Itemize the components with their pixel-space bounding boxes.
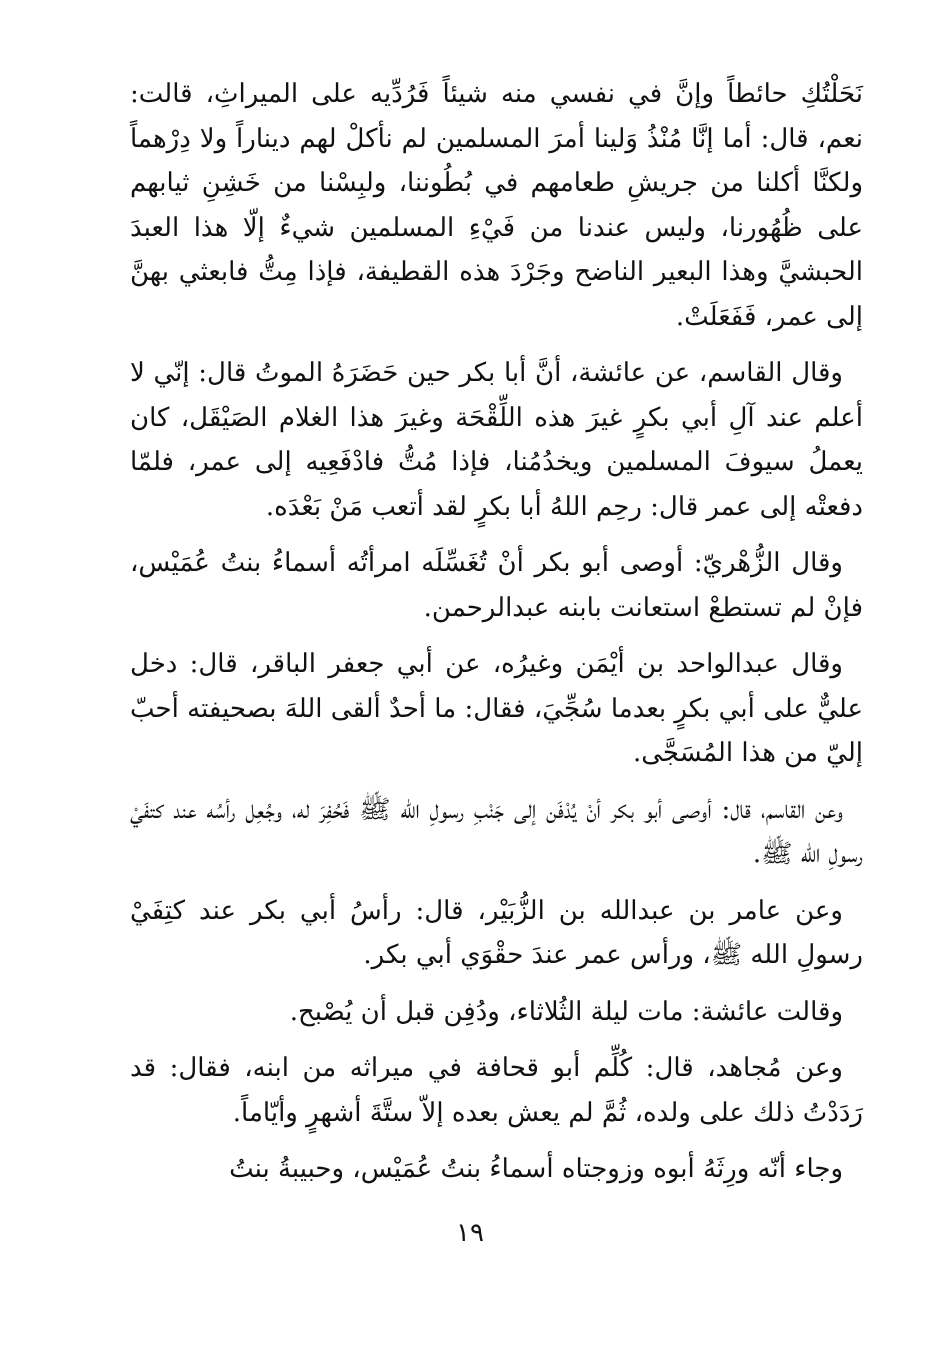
paragraph-3: وقال الزُّهْريّ: أوصى أبو بكر أنْ تُغَسِّلَه امرأتُه أسماءُ بنتُ عُمَيْس، فإنْ لم تستطعْ استعانت بابنه عبدالرحمن. — [130, 548, 863, 623]
paragraph-7: وقالت عائشة: مات ليلة الثُلاثاء، ودُفِن قبل أن يُصْبح. — [289, 996, 843, 1027]
paragraph-5: وعن القاسم، قال: أوصى أبو بكر أنْ يُدْفَن إلى جَنْبِ رسولِ الله ﷺ فَحُفِرَ له، وجُعِل رأسُه عند كتفَيْ رسولِ الله ﷺ. — [130, 794, 863, 869]
paragraph-4: وقال عبدالواحد بن أيْمَن وغيرُه، عن أبي جعفر الباقر، قال: دخل عليٌّ على أبي بكرٍ بعدما سُجِّيَ، فقال: ما أحدٌ ألقى اللهَ بصحيفته أحبّ إليّ من هذا المُسَجَّى. — [130, 649, 863, 768]
page-body — [130, 72, 863, 1204]
page-number: ١٩ — [456, 1218, 484, 1248]
paragraph-2: وقال القاسم، عن عائشة، أنَّ أبا بكر حين حَضَرَهُ الموتُ قال: إنّي لا أعلم عند آلِ أبي بكرٍ غيرَ هذه اللِّقْحَة وغيرَ هذا الغلام الصَيْقَل، كان يعملُ سيوفَ المسلمين ويخدُمُنا، فإذا مُتُّ فادْفَعِيه إلى عمر، فلمّا دفعتْه إلى عمر قال: رحِم اللهُ أبا بكرٍ لقد أتعب مَنْ بَعْدَه. — [130, 358, 863, 522]
paragraph-6: وعن عامر بن عبدالله بن الزُّبَيْر، قال: رأسُ أبي بكر عند كتِفَيْ رسولِ الله ﷺ، ورأس عمر عندَ حقْوَي أبي بكر. — [130, 895, 863, 970]
paragraph-1: نَحَلْتُكِ حائطاً وإنَّ في نفسي منه شيئاً فَرُدِّيه على الميراثِ، قالت: نعم، قال: أما إنَّا مُنْذُ وَلينا أمرَ المسلمين لم نأكلْ لهم ديناراً ولا دِرْهماً ولكنَّا أكلنا من جريشِ طعامهم في بُطُوننا، ولبِسْنا من خَشِنِ ثيابهم على ظُهُورنا، وليس عندنا من فَيْءِ المسلمين شيءٌ إلّا هذا العبدَ الحبشيَّ وهذا البعير الناضح وجَرْدَ هذه القطيفة، فإذا مِتُّ فابعثي بهنَّ إلى عمر، فَفَعَلَتْ. — [130, 79, 863, 332]
paragraph-9: وجاء أنّه ورِثَهُ أبوه وزوجتاه أسماءُ بنتُ عُمَيْس، وحبيبةُ بنتُ — [229, 1154, 843, 1184]
paragraph-8: وعن مُجاهد، قال: كُلِّم أبو قحافة في ميراثه من ابنه، فقال: قد رَدَدْتُ ذلك على ولده، ثُمَّ لم يعش بعده إلاّ ستَّةَ أشهرٍ وأيّاماً. — [130, 1053, 863, 1128]
